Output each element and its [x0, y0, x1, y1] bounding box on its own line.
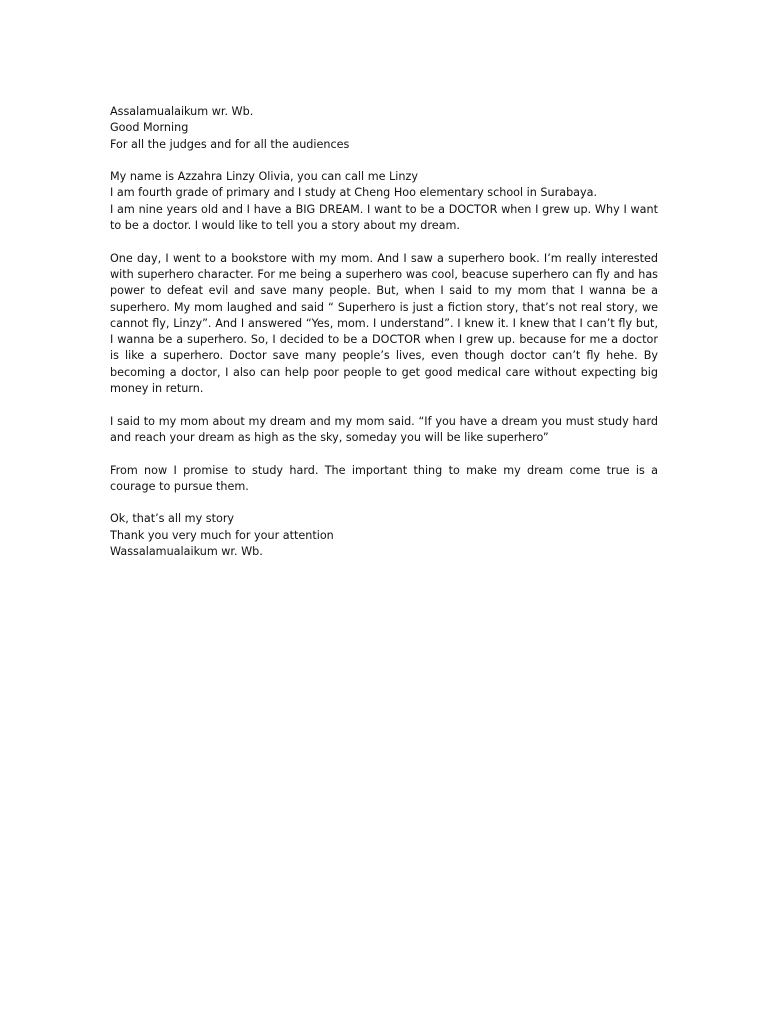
promise-paragraph: From now I promise to study hard. The important thing to make my dream come true is a courage to pursue them. — [110, 463, 658, 493]
mom-paragraph: I said to my mom about my dream and my mom said. “If you have a dream you must study hard and reach your dream as high as the sky, someday you will be like superhero” — [110, 414, 658, 444]
speech-text — [110, 104, 658, 577]
mom-block — [110, 414, 658, 447]
closing-block — [110, 511, 658, 560]
story-paragraph: One day, I went to a bookstore with my mom. And I saw a superhero book. I’m really interested with superhero character. For me being a superhero was cool, beacuse superhero can fly and has power to defeat evil and save many people. But, when I said to my mom that I wanna be a superhero. My mom laughed and said “ Superhero is just a fiction story, that’s not real story, we cannot fly, Linzy”. And I answered “Yes, mom. I understand”. I knew it. I knew that I can’t fly but, I wanna be a superhero. So, I decided to be a DOCTOR when I grew up. because for me a doctor is like a superhero. Doctor save many people’s lives, even though doctor can’t fly hehe. By becoming a doctor, I also can help poor people to get good medical care without expecting big money in return. — [110, 251, 658, 396]
intro-line-3: I am nine years old and I have a BIG DREAM. I want to be a DOCTOR when I grew up. Why I want to be a doctor. I would like to tell you a story about my dream. — [110, 202, 658, 233]
intro-block — [110, 169, 658, 234]
promise-block — [110, 463, 658, 496]
greeting-line-1: Assalamualaikum wr. Wb. — [110, 105, 254, 118]
closing-line-2: Thank you very much for your attention — [110, 528, 334, 542]
greeting-line-3: For all the judges and for all the audiences — [110, 137, 350, 151]
greeting-line-2: Good Morning — [110, 121, 189, 135]
intro-line-2: I am fourth grade of primary and I study at Cheng Hoo elementary school in Surabaya. — [110, 186, 598, 200]
greeting-block — [110, 104, 658, 153]
story-block — [110, 251, 658, 398]
closing-line-3: Wassalamualaikum wr. Wb. — [110, 545, 263, 559]
intro-line-1: My name is Azzahra Linzy Olivia, you can call me Linzy — [110, 170, 418, 184]
closing-line-1: Ok, that’s all my story — [110, 512, 235, 526]
